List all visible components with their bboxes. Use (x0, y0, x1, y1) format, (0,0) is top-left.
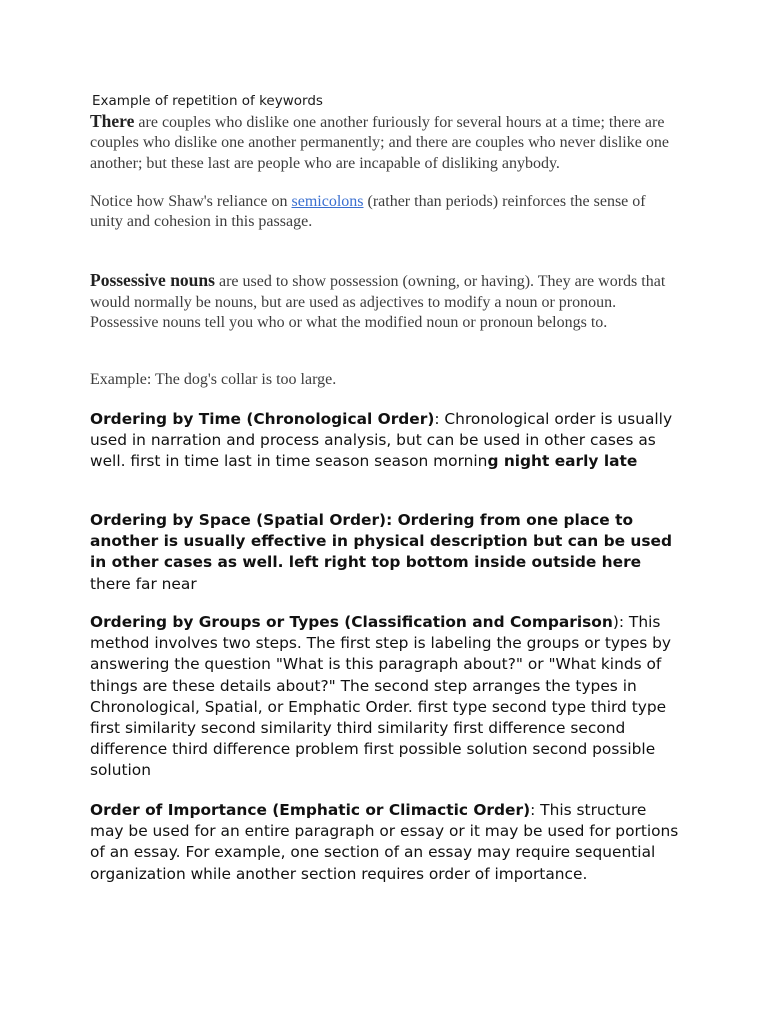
spatial-body: there far near (90, 574, 197, 593)
spatial-order-section (90, 510, 682, 595)
possessive-nouns-paragraph (90, 270, 680, 334)
classification-heading: Ordering by Groups or Types (Classification and Comparison (90, 613, 613, 631)
importance-heading: Order of Importance (Emphatic or Climactic Order) (90, 801, 531, 819)
chronological-order-section (90, 409, 682, 473)
note-text-before: Notice how Shaw's reliance on (90, 193, 292, 210)
chronological-heading: Ordering by Time (Chronological Order) (90, 410, 435, 428)
possessive-term: Possessive nouns (90, 270, 215, 290)
chronological-bold-tail: g night early late (487, 452, 638, 471)
section-title: Example of repetition of keywords (92, 93, 323, 109)
possessive-definition: are used to show possession (owning, or having). They are words that would normally be nouns, but are used as adjectives to modify a noun or pronoun. Possessive nouns tell you who or what the modified noun or pronoun belongs to. (90, 273, 666, 331)
quote-body: are couples who dislike one another furiously for several hours at a time; there are couples who dislike one another permanently; and there are couples who never dislike one another; but these last are people who are incapable of disliking anybody. (90, 114, 669, 172)
importance-body: : This structure may be used for an entire paragraph or essay or it may be used for portions of an essay. For example, one section of an essay may require sequential organization while another section requires order of importance. (90, 801, 679, 883)
note-text-after: (rather than periods) reinforces the sense of unity and cohesion in this passage. (90, 193, 646, 231)
shaw-quote-paragraph (90, 111, 680, 174)
classification-body: ): This method involves two steps. The first step is labeling the groups or types by answering the question "What is this paragraph about?" or "What kinds of things are these details about?" The second step arranges the types in Chronological, Spatial, or Emphatic Order. first type second type third type first similarity second similarity third similarity first difference second difference third difference problem first possible solution second possible solution (90, 613, 672, 780)
shaw-note-paragraph (90, 192, 680, 233)
semicolons-link[interactable]: semicolons (291, 193, 364, 210)
importance-order-section (90, 800, 682, 885)
possessive-example: Example: The dog's collar is too large. (90, 371, 337, 388)
spatial-heading: Ordering by Space (Spatial Order): Ordering from one place to another is usually effective in physical description but can be used in other cases as well. left right top bottom inside outside here (90, 511, 672, 572)
quote-lead-word: There (90, 111, 135, 131)
chronological-body: : Chronological order is usually used in narration and process analysis, but can be used in other cases as well. first in time last in time season season mornin (90, 410, 673, 471)
classification-section (90, 612, 682, 782)
